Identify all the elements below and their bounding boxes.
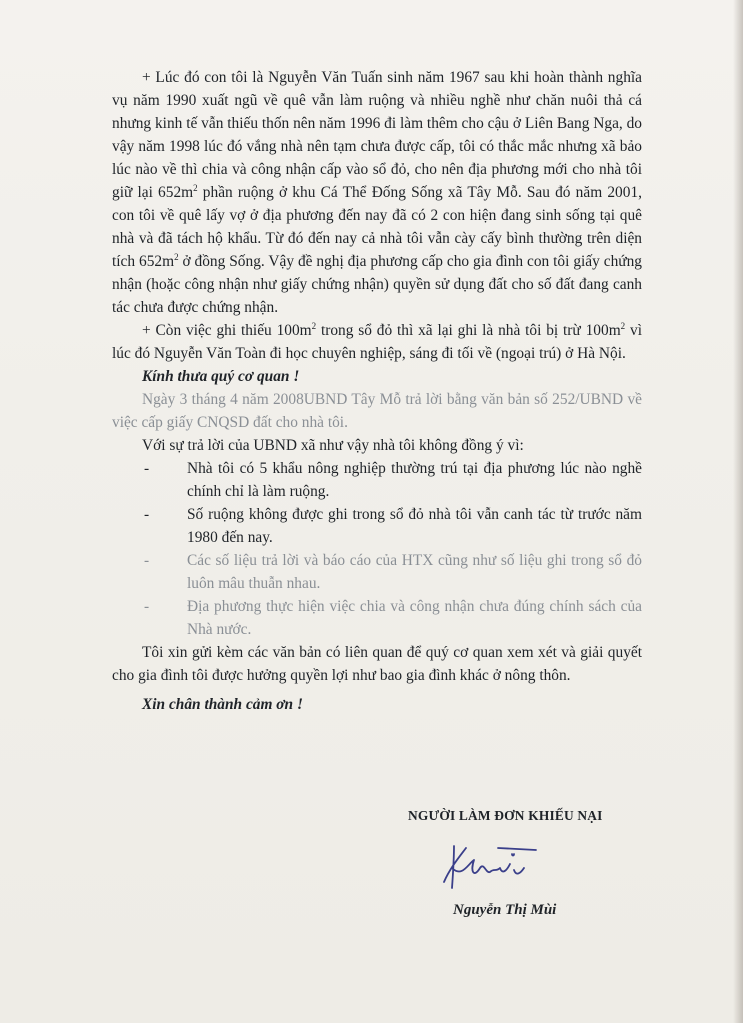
- signature-label: NGƯỜI LÀM ĐƠN KHIẾU NẠI: [408, 808, 603, 823]
- list-item: - Địa phương thực hiện việc chia và công nhận chưa đúng chính sách của Nhà nước.: [112, 595, 642, 641]
- signer-name: Nguyễn Thị Mùi: [453, 902, 557, 918]
- paragraph-toan: + Còn việc ghi thiếu $100m^2$ trong sổ đỏ thì xã lại ghi là nhà tôi bị trừ $100m^2$ vì lúc đó Nguyễn Văn Toàn đi học chuyên nghiệp, sáng đi tối về (ngoại trú) ở Hà Nội.: [112, 320, 642, 362]
- handwritten-signature: [440, 838, 540, 898]
- paragraph-tuan: + Lúc đó con tôi là Nguyễn Văn Tuấn sinh năm 1967 sau khi hoàn thành nghĩa vụ năm 1990 xuất ngũ về quê vẫn làm ruộng và nhiều nghề như chăn nuôi thả cá nhưng kinh tế vẫn thiếu thốn nên năm 1996 đi làm thêm cho cậu ở Liên Bang Nga, do vậy năm 1998 lúc đó vắng nhà nên tạm chưa được cấp, tôi có thắc mắc nhưng xã bảo lúc nào về thì chia và công nhận cấp vào sổ đỏ, cho nên địa phương mới cho nhà tôi giữ lại $652m^2$ phần ruộng ở khu Cá Thể Đống Sống xã Tây Mỗ. Sau đó năm 2001, con tôi về quê lấy vợ ở địa phương đến nay đã có 2 con hiện đang sinh sống tại quê nhà và đã tách hộ khẩu. Từ đó đến nay cả nhà tôi vẫn cày cấy bình thường trên diện tích $652m^2$ ở đồng Sống. Vậy đề nghị địa phương cấp cho gia đình con tôi giấy chứng nhận (hoặc công nhận như giấy chứng nhận) quyền sử dụng đất cho số đất đang canh tác chưa được chứng nhận.: [112, 69, 642, 316]
- paragraph-disagree: Với sự trả lời của UBND xã như vậy nhà tôi không đồng ý vì:: [142, 437, 524, 454]
- list-item: - Nhà tôi có 5 khẩu nông nghiệp thường trú tại địa phương lúc nào nghề chính chỉ là làm ruộng.: [112, 457, 642, 503]
- salutation-heading: Kính thưa quý cơ quan !: [142, 368, 300, 385]
- letter-body: [112, 66, 642, 716]
- reasons-list: [112, 457, 642, 641]
- list-item: - Số ruộng không được ghi trong sổ đỏ nhà tôi vẫn canh tác từ trước năm 1980 đến nay.: [112, 503, 642, 549]
- paragraph-attachments: Tôi xin gửi kèm các văn bản có liên quan để quý cơ quan xem xét và giải quyết cho gia đình tôi được hưởng quyền lợi như bao gia đình khác ở nông thôn.: [112, 644, 642, 684]
- closing-thanks: Xin chân thành cảm ơn !: [142, 696, 303, 713]
- paragraph-ubnd-reply: Ngày 3 tháng 4 năm 2008UBND Tây Mỗ trả lời bằng văn bản số 252/UBND về việc cấp giấy CNQSD đất cho nhà tôi.: [112, 391, 642, 431]
- list-item: - Các số liệu trả lời và báo cáo của HTX cũng như số liệu ghi trong sổ đỏ luôn mâu thuẫn nhau.: [112, 549, 642, 595]
